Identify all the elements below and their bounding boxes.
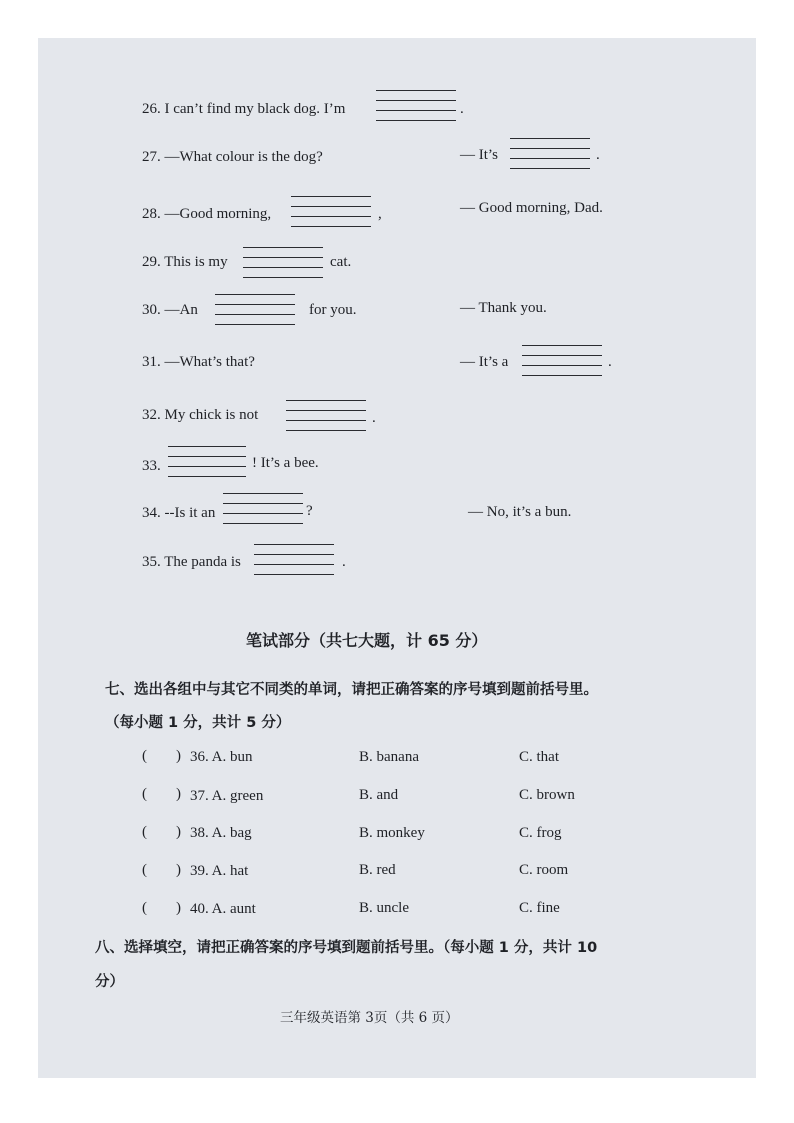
option-c: C. room	[519, 862, 569, 878]
q31-question: 31. —What’s that?	[142, 354, 255, 370]
q31-period: .	[608, 354, 612, 370]
answer-paren-close: )	[176, 748, 181, 764]
option-b: B. monkey	[359, 825, 425, 841]
question-option-a: 37. A. green	[190, 788, 264, 804]
written-part-title: 笔试部分（共七大题，计 65 分）	[246, 631, 488, 650]
question-option-a: 39. A. hat	[190, 863, 249, 879]
q35-period: .	[342, 554, 346, 570]
answer-paren-open[interactable]: (	[142, 824, 147, 840]
q30-text-before: 30. —An	[142, 302, 198, 318]
question-option-a: 36. A. bun	[190, 749, 253, 765]
q26-period: .	[460, 101, 464, 117]
q27-writing-lines	[510, 138, 590, 170]
q27-answer-prefix: — It’s	[460, 147, 498, 163]
answer-paren-close: )	[176, 862, 181, 878]
option-c: C. that	[519, 749, 559, 765]
q29-text-before: 29. This is my	[142, 254, 228, 270]
section8-instruction-cont: 分）	[95, 974, 124, 990]
q33-writing-lines	[168, 446, 246, 478]
q26-writing-lines	[376, 90, 456, 122]
q30-writing-lines	[215, 294, 295, 326]
answer-paren-open[interactable]: (	[142, 748, 147, 764]
section7-score-note: （每小题 1 分，共计 5 分）	[105, 715, 291, 731]
q30-text-after: for you.	[309, 302, 357, 318]
q35-writing-lines	[254, 544, 334, 576]
answer-paren-open[interactable]: (	[142, 862, 147, 878]
page-footer: 三年级英语第 3页（共 6 页）	[280, 1010, 459, 1026]
q32-text: 32. My chick is not	[142, 407, 259, 423]
q27-question: 27. —What colour is the dog?	[142, 149, 323, 165]
q34-question-mark: ?	[306, 503, 313, 519]
q26-text: 26. I can’t find my black dog. I’m	[142, 101, 346, 117]
option-b: B. uncle	[359, 900, 409, 916]
q28-answer: — Good morning, Dad.	[460, 200, 603, 216]
answer-paren-open[interactable]: (	[142, 900, 147, 916]
q29-text-after: cat.	[330, 254, 352, 270]
q28-comma: ,	[378, 206, 382, 222]
q28-writing-lines	[291, 196, 371, 228]
q32-writing-lines	[286, 400, 366, 432]
question-option-a: 40. A. aunt	[190, 901, 256, 917]
option-b: B. red	[359, 862, 396, 878]
q32-period: .	[372, 410, 376, 426]
q27-period: .	[596, 147, 600, 163]
q31-writing-lines	[522, 345, 602, 377]
section8-instruction: 八、选择填空，请把正确答案的序号填到题前括号里。（每小题 1 分，共计 10	[95, 940, 598, 956]
q34-writing-lines	[223, 493, 303, 525]
q31-answer-prefix: — It’s a	[460, 354, 509, 370]
q30-answer: — Thank you.	[460, 300, 547, 316]
q28-question: 28. —Good morning,	[142, 206, 272, 222]
option-b: B. and	[359, 787, 399, 803]
answer-paren-close: )	[176, 900, 181, 916]
section7-instruction: 七、选出各组中与其它不同类的单词，请把正确答案的序号填到题前括号里。	[105, 682, 598, 698]
question-option-a: 38. A. bag	[190, 825, 252, 841]
q35-text: 35. The panda is	[142, 554, 241, 570]
q33-number: 33.	[142, 458, 161, 474]
answer-paren-close: )	[176, 824, 181, 840]
option-b: B. banana	[359, 749, 419, 765]
option-c: C. fine	[519, 900, 560, 916]
q29-writing-lines	[243, 247, 323, 279]
q34-text-before: 34. --Is it an	[142, 505, 216, 521]
q34-answer: — No, it’s a bun.	[468, 504, 572, 520]
option-c: C. brown	[519, 787, 575, 803]
exam-page	[38, 38, 756, 1078]
q33-text-after: ! It’s a bee.	[252, 455, 319, 471]
answer-paren-open[interactable]: (	[142, 786, 147, 802]
answer-paren-close: )	[176, 786, 181, 802]
option-c: C. frog	[519, 825, 562, 841]
